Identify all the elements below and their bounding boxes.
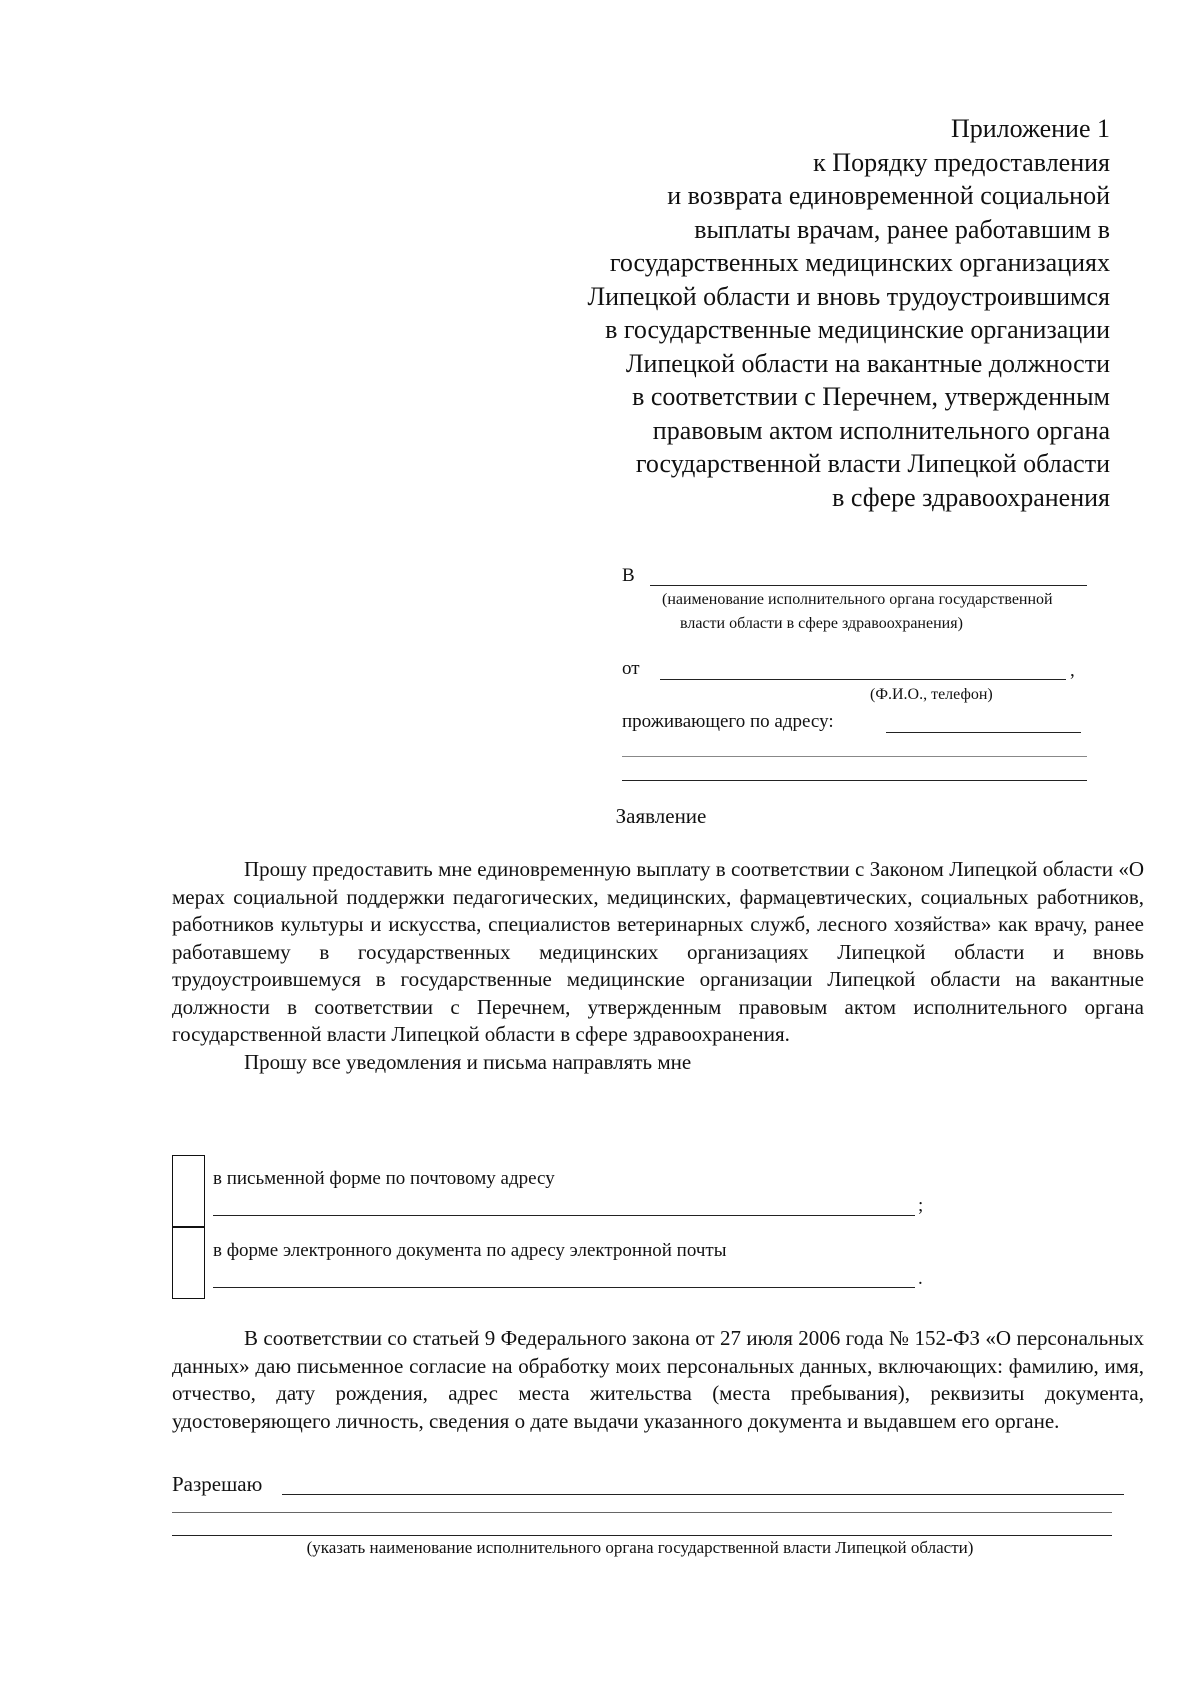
appendix-header-line: в сфере здравоохранения <box>832 482 1110 512</box>
appendix-header <box>490 112 1110 514</box>
postal-option-label: в письменной форме по почтовому адресу <box>213 1168 555 1189</box>
appendix-header-line: в соответствии с Перечнем, утвержденным <box>632 382 1110 411</box>
appendix-header-line: в государственные медицинские организации <box>605 315 1110 344</box>
to-label: В <box>622 565 635 586</box>
postal-option-end-mark: ; <box>918 1195 924 1216</box>
request-section <box>172 856 1144 1076</box>
recipient-organ-caption: (наименование исполнительного органа государственной <box>662 591 1053 608</box>
recipient-organ-field[interactable] <box>650 585 1087 586</box>
recipient-organ-caption: власти области в сфере здравоохранения) <box>680 615 963 632</box>
appendix-header-line: правовым актом исполнительного органа <box>652 415 1110 445</box>
email-option-label: в форме электронного документа по адресу электронной почты <box>213 1240 727 1261</box>
request-paragraph: Прошу предоставить мне единовременную выплату в соответствии с Законом Липецкой области «О мерах социальной поддержки педагогических, медицинских, фармацевтических, социальных работников, работников культуры и искусства, специалистов ветеринарных служб, лесного хозяйства» как врачу, ранее работавшему в государственных медицинских организациях Липецкой области и вновь трудоустроившемуся в государственные медицинские организации Липецкой области на вакантные должности в соответствии с Перечнем, утвержденным правовым актом исполнительного органа государственной власти Липецкой области в сфере здравоохранения. <box>172 857 1144 1046</box>
permit-label: Разрешаю <box>172 1472 263 1496</box>
from-label: от <box>622 658 640 679</box>
appendix-header-line: выплаты врачам, ранее работавшим в <box>694 214 1110 244</box>
permitted-organ-field[interactable] <box>172 1512 1112 1513</box>
appendix-header-line: государственных медицинских организациях <box>609 248 1110 277</box>
residence-address-field[interactable] <box>622 756 1087 757</box>
permitted-organ-field[interactable] <box>282 1494 1124 1495</box>
postal-option-checkbox[interactable] <box>172 1155 205 1228</box>
appendix-header-line: государственной власти Липецкой области <box>635 449 1110 478</box>
applicant-name-phone-caption: (Ф.И.О., телефон) <box>870 686 993 703</box>
notifications-paragraph: Прошу все уведомления и письма направлять мне <box>244 1049 692 1074</box>
residence-address-field[interactable] <box>886 732 1081 733</box>
document-title: Заявление <box>615 804 707 828</box>
from-comma: , <box>1070 660 1075 681</box>
appendix-header-line: Приложение 1 <box>950 114 1110 143</box>
appendix-header-line: и возврата единовременной социальной <box>667 181 1110 210</box>
consent-section <box>172 1325 1144 1435</box>
consent-paragraph: В соответствии со статьей 9 Федерального закона от 27 июля 2006 года № 152-ФЗ «О персональных данных» даю письменное согласие на обработку моих персональных данных, включающих: фамилию, имя, отчество, дату рождения, адрес места жительства (места пребывания), реквизиты документа, удостоверяющего личность, сведения о дате выдачи указанного документа и выдавшем его органе. <box>172 1326 1144 1433</box>
appendix-header-line: к Порядку предоставления <box>813 147 1110 177</box>
postal-address-field[interactable] <box>213 1215 915 1216</box>
permitted-organ-field[interactable] <box>172 1535 1112 1536</box>
permitted-organ-caption: (указать наименование исполнительного органа государственной власти Липецкой области) <box>306 1538 974 1557</box>
appendix-header-line: Липецкой области и вновь трудоустроившимся <box>587 281 1110 311</box>
residence-address-field[interactable] <box>622 780 1087 781</box>
appendix-header-line: Липецкой области на вакантные должности <box>625 348 1110 378</box>
email-option-checkbox[interactable] <box>172 1226 205 1299</box>
residence-label: проживающего по адресу: <box>622 711 834 732</box>
email-option-end-mark: . <box>918 1268 923 1289</box>
applicant-name-phone-field[interactable] <box>660 679 1066 680</box>
email-address-field[interactable] <box>213 1287 915 1288</box>
